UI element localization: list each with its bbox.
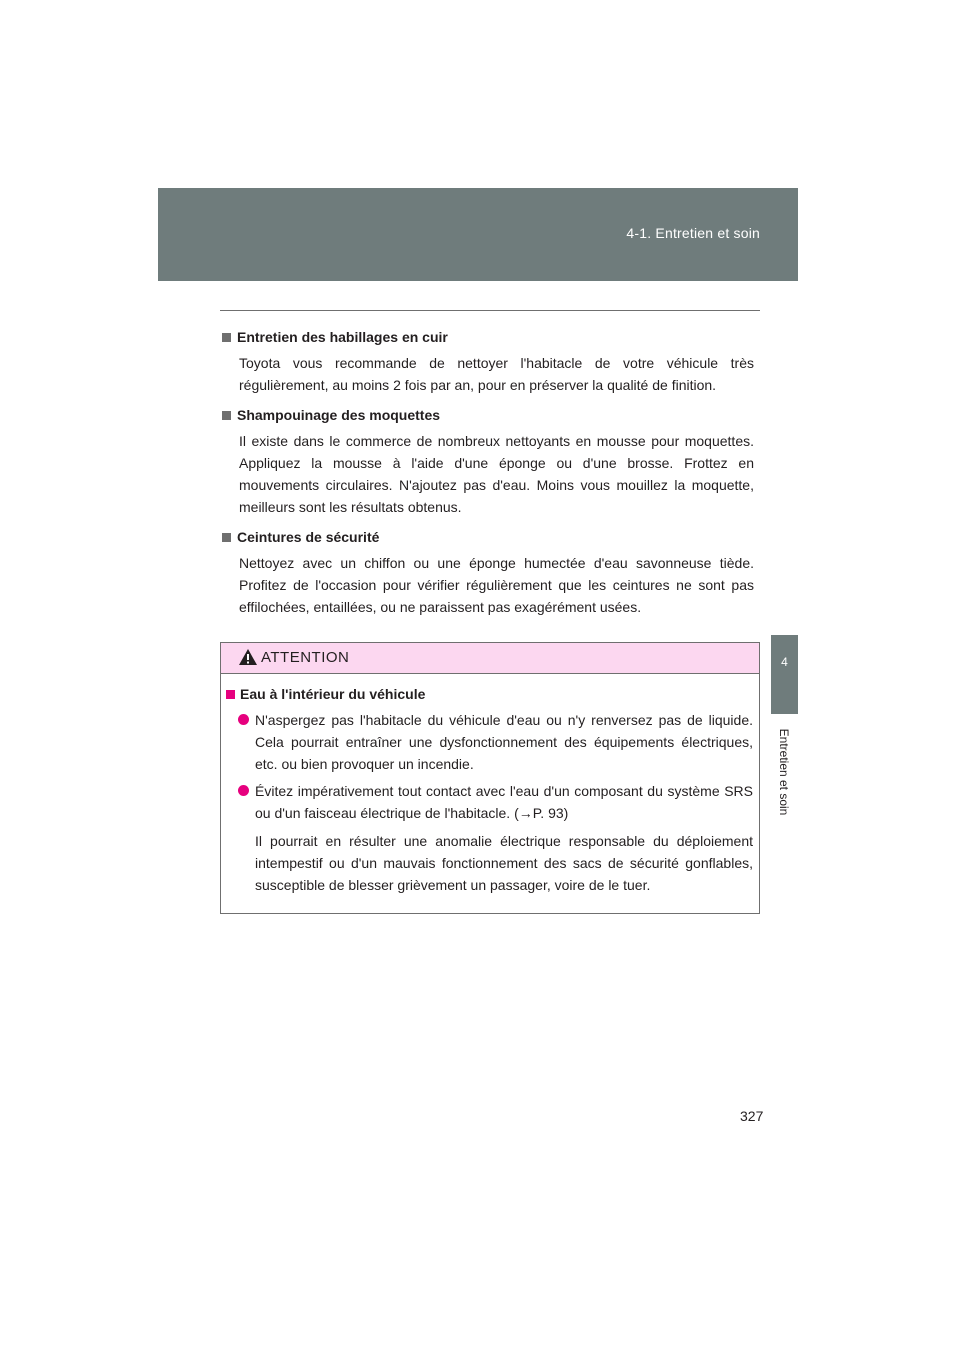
attention-body bbox=[221, 674, 759, 896]
attention-title: ATTENTION bbox=[261, 649, 350, 666]
section-paragraph: Toyota vous recommande de nettoyer l'habitacle de votre véhicule très régulièrement, au moins 2 fois par an, pour en préserver la qualité de finition. bbox=[239, 355, 754, 393]
attention-bullet-text-main: Évitez impérativement tout contact avec l'eau d'un composant du système SRS ou d'un faisceau électrique de l'habitacle. ( bbox=[255, 783, 753, 821]
section-carpet-shampoo bbox=[222, 405, 754, 518]
heading-square-icon bbox=[222, 411, 231, 420]
top-divider bbox=[220, 310, 760, 311]
section-heading-text: Shampouinage des moquettes bbox=[237, 407, 441, 423]
attention-box bbox=[220, 642, 760, 914]
chapter-side-label: Entretien et soin bbox=[777, 728, 791, 816]
heading-square-icon bbox=[222, 533, 231, 542]
attention-subheading bbox=[226, 684, 753, 704]
section-heading-text: Entretien des habillages en cuir bbox=[237, 329, 448, 345]
section-paragraph: Nettoyez avec un chiffon ou une éponge humectée d'eau savonneuse tiède. Profitez de l'occasion pour vérifier régulièrement que les ceintures ne sont pas effilochées, entaillées, ou ne paraissent pas exagérément usées. bbox=[239, 555, 754, 615]
section-seat-belts bbox=[222, 527, 754, 618]
chapter-side-tab bbox=[771, 635, 798, 714]
page-reference-link[interactable]: P. 93) bbox=[532, 805, 569, 821]
chapter-header-band bbox=[158, 188, 798, 281]
section-heading bbox=[222, 405, 754, 425]
attention-header bbox=[221, 643, 759, 674]
chapter-number: 4 bbox=[781, 655, 788, 669]
section-heading bbox=[222, 527, 754, 547]
section-heading-text: Ceintures de sécurité bbox=[237, 529, 380, 545]
section-heading bbox=[222, 327, 754, 347]
pink-bullet-icon bbox=[238, 785, 249, 796]
attention-subheading-text: Eau à l'intérieur du véhicule bbox=[240, 686, 426, 702]
attention-bullet bbox=[238, 780, 753, 824]
pink-square-icon bbox=[226, 690, 235, 699]
attention-bullet-detail: Il pourrait en résulter une anomalie électrique responsable du déploiement intempestif ou d'un mauvais fonctionnement des sacs de sécurité gonflables, susceptible de blesser grièvement un passager, voire de le tuer. bbox=[255, 833, 753, 893]
attention-bullet-text bbox=[255, 780, 753, 824]
heading-square-icon bbox=[222, 333, 231, 342]
section-leather-care bbox=[222, 327, 754, 396]
section-paragraph: Il existe dans le commerce de nombreux nettoyants en mousse pour moquettes. Appliquez la mousse à l'aide d'une éponge ou d'une brosse. Frottez en mouvements circulaires. N'ajoutez pas d'eau. Moins vous mouillez la moquette, meilleurs sont les résultats obtenus. bbox=[239, 433, 754, 515]
attention-bullet bbox=[238, 709, 753, 775]
warning-triangle-icon bbox=[238, 648, 258, 666]
page-number: 327 bbox=[740, 1108, 764, 1124]
attention-bullet-text: N'aspergez pas l'habitacle du véhicule d'eau ou n'y renversez pas de liquide. Cela pourrait entraîner une dysfonctionnement des équipements électriques, etc. ou bien provoquer un incendie. bbox=[255, 712, 753, 772]
pink-bullet-icon bbox=[238, 714, 249, 725]
arrow-right-icon: → bbox=[518, 805, 533, 821]
chapter-section-title: 4-1. Entretien et soin bbox=[626, 225, 760, 241]
main-content bbox=[222, 327, 754, 627]
